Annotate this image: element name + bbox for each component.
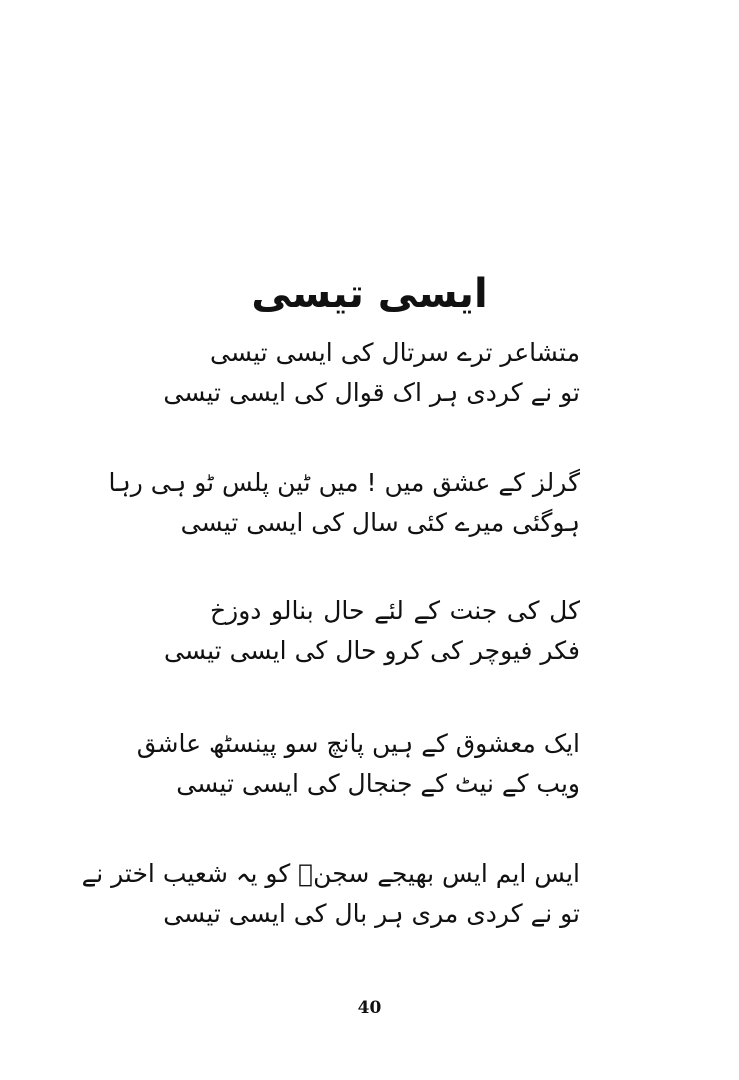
verse-line: ایس ایم ایس بھیجے سجنؔ کو یہ شعیب اختر نے — [81, 859, 580, 888]
verse-line: تو نے کردی ہر اک قوال کی ایسی تیسی — [163, 378, 580, 407]
verse-line: متشاعر ترے سرتال کی ایسی تیسی — [210, 338, 580, 367]
verse-line: ہوگئی میرے کئی سال کی ایسی تیسی — [180, 508, 580, 537]
page-number: 40 — [357, 998, 382, 1018]
verse-line: کل کی جنت کے لئے حال بنالو دوزخ — [210, 596, 580, 625]
verse-line: فکر فیوچر کی کرو حال کی ایسی تیسی — [163, 636, 580, 665]
verse-line: تو نے کردی مری ہر بال کی ایسی تیسی — [163, 899, 580, 928]
verse-line: ایک معشوق کے ہیں پانچ سو پینسٹھ عاشق — [136, 729, 580, 758]
verse-line: ویب کے نیٹ کے جنجال کی ایسی تیسی — [176, 769, 580, 798]
verse-line: گرلز کے عشق میں ! میں ٹین پلس ٹو ہی رہا — [108, 468, 580, 497]
poem-title: ایسی تیسی — [251, 271, 488, 317]
